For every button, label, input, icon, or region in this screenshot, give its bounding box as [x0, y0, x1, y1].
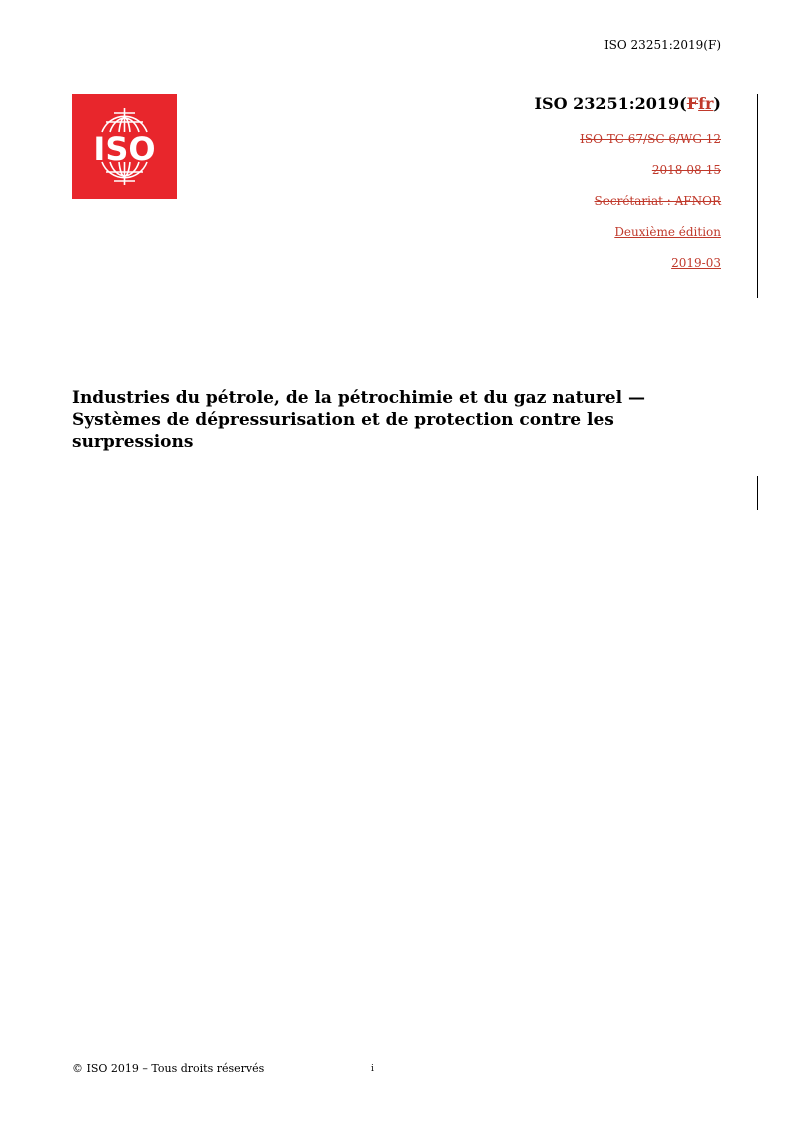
iso-logo-text: ISO: [93, 130, 156, 168]
secretariat: Secrétariat : AFNOR: [594, 194, 721, 208]
committee-reference: ISO TC 67/SC 6/WG 12: [580, 132, 721, 146]
document-date: 2018-08-15: [651, 163, 721, 177]
document-metadata: [535, 94, 721, 270]
document-id: ISO 23251:2019(Ffr): [534, 94, 721, 113]
edition-date: 2019-03: [671, 256, 721, 270]
edition: Deuxième édition: [614, 225, 721, 239]
iso-logo-icon: [72, 94, 177, 199]
change-bar-top: [757, 94, 758, 298]
document-title: [72, 387, 692, 453]
title-line-1: Industries du pétrole, de la pétrochimie et du gaz naturel —: [72, 388, 646, 408]
title-line-2: Systèmes de dépressurisation et de protection contre les: [72, 410, 614, 430]
header-reference: ISO 23251:2019(F): [603, 38, 721, 52]
page-number: i: [371, 1064, 374, 1074]
inserted-text: fr: [698, 94, 714, 113]
deleted-text: F: [686, 94, 699, 113]
title-line-3: surpressions: [72, 432, 194, 452]
copyright-footer: © ISO 2019 – Tous droits réservés: [72, 1062, 265, 1075]
iso-logo: [72, 94, 177, 199]
change-bar-mid: [757, 476, 758, 510]
